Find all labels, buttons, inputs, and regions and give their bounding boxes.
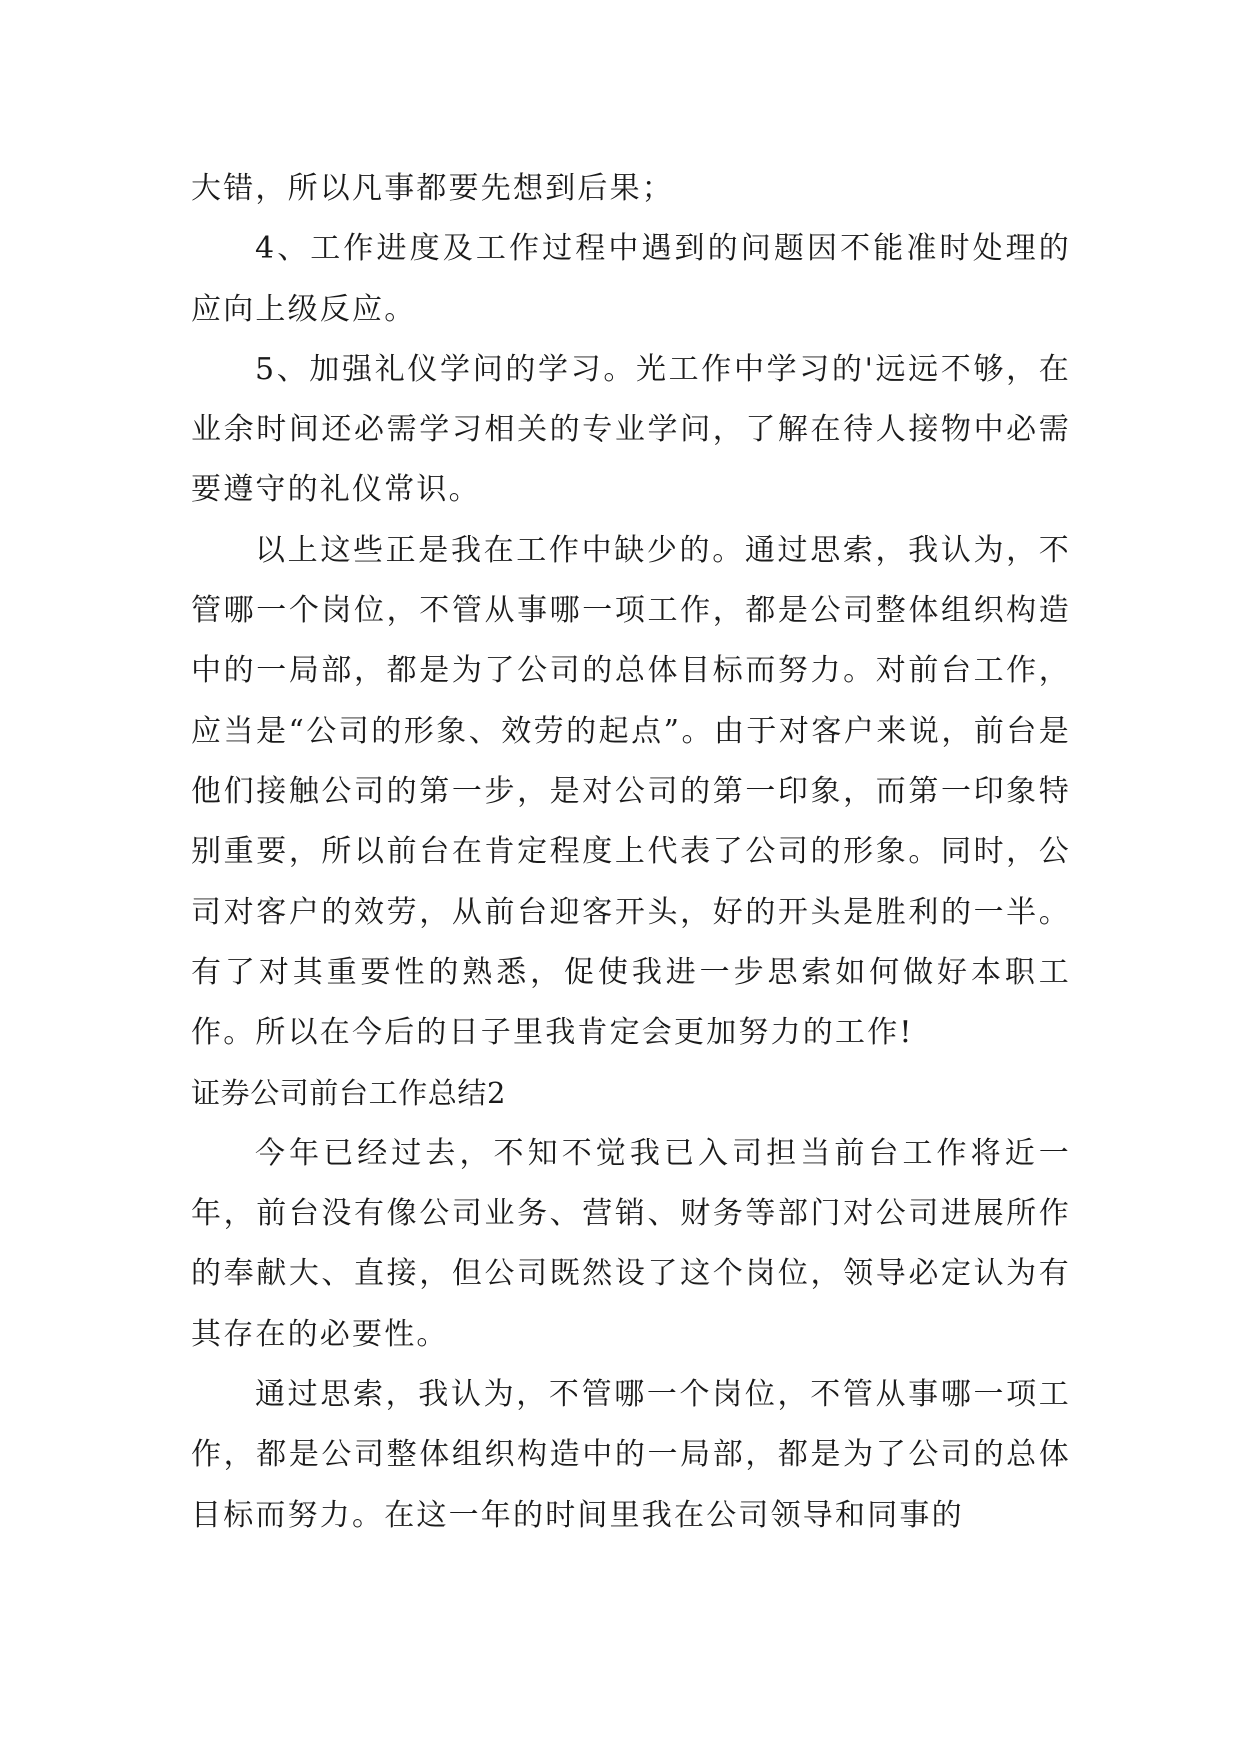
paragraph-item-5: 5、加强礼仪学问的学习。光工作中学习的'远远不够，在业余时间还必需学习相关的专业学问，了解在待人接物中必需要遵守的礼仪常识。: [191, 351, 1071, 508]
document-body: [191, 159, 1071, 1546]
paragraph-reflection: 通过思索，我认为，不管哪一个岗位，不管从事哪一项工作，都是公司整体组织构造中的一局部，都是为了公司的总体目标而努力。在这一年的时间里我在公司领导和同事的: [191, 1376, 1071, 1533]
paragraph-continuation: 大错，所以凡事都要先想到后果；: [191, 171, 674, 206]
paragraph-intro: 今年已经过去，不知不觉我已入司担当前台工作将近一年，前台没有像公司业务、营销、财务等部门对公司进展所作的奉献大、直接，但公司既然设了这个岗位，领导必定认为有其存在的必要性。: [191, 1135, 1071, 1352]
paragraph-item-4: 4、工作进度及工作过程中遇到的问题因不能准时处理的应向上级反应。: [191, 231, 1071, 327]
section-heading: 证券公司前台工作总结2: [191, 1076, 507, 1111]
paragraph-summary: 以上这些正是我在工作中缺少的。通过思索，我认为，不管哪一个岗位，不管从事哪一项工作，都是公司整体组织构造中的一局部，都是为了公司的总体目标而努力。对前台工作，应当是“公司的形象、效劳的起点”。由于对客户来说，前台是他们接触公司的第一步，是对公司的第一印象，而第一印象特别重要，所以前台在肯定程度上代表了公司的形象。同时，公司对客户的效劳，从前台迎客开头，好的开头是胜利的一半。有了对其重要性的熟悉，促使我进一步思索如何做好本职工作。所以在今后的日子里我肯定会更加努力的工作!: [191, 532, 1071, 1051]
